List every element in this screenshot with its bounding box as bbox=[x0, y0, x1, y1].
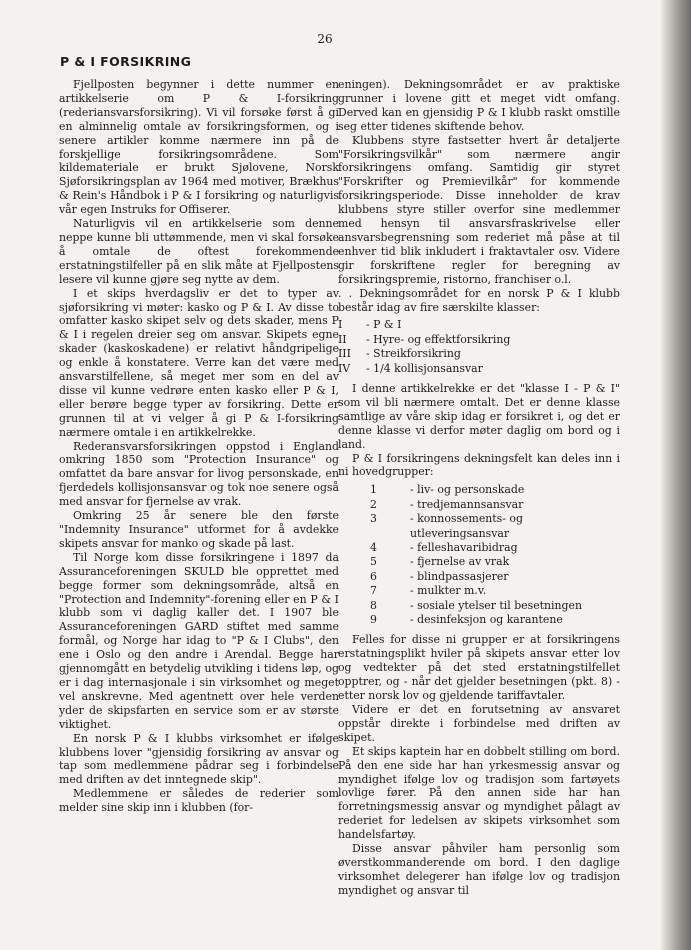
paragraph: Medlemmene er således de rederier som melder sine skip inn i klubben (for- bbox=[59, 787, 339, 815]
paragraph: En norsk P & I klubbs virksomhet er ifølge klubbens lover "gjensidig forsikring av ansvar og tap som medlemmene pådrar seg i forbindelse med driften av det inntegnede skip". bbox=[59, 731, 339, 787]
page-edge-shadow bbox=[661, 0, 691, 950]
list-item bbox=[338, 570, 620, 584]
group-number: 6 bbox=[370, 569, 377, 583]
class-label: - 1/4 kollisjonsansvar bbox=[366, 361, 483, 375]
paragraph: I denne artikkelrekke er det "klasse I - P & I" som vil bli nærmere omtalt. Det er denne klasse samtlige av våre skip idag er forsikret i, og det er denne klasse vi derfor møter daglig om bord og i land. bbox=[338, 382, 620, 451]
page-number: 26 bbox=[317, 32, 333, 46]
group-label: - konnossements- og utleveringsansvar bbox=[410, 512, 523, 540]
class-number: II bbox=[338, 332, 347, 346]
group-number: 7 bbox=[370, 584, 377, 598]
paragraph: Klubbens styre fastsetter hvert år detaljerte "Forsikringsvilkår" som nærmere angir forsikringens omfang. Samtidig gir styret "Forskrifter og Premievilkår" for kommende forsikringsperiode. Disse inneholder de krav klubbens styre stiller overfor sine medlemmer med hensyn til ansvarsfraskrivelse eller ansvarsbegrensning som rederiet må påse at til enhver tid blik inkludert i fraktavtaler osv. Videre gir forskriftene regler for beregning av forsikringspremie, ristorno, franchiser o.l. bbox=[338, 133, 620, 286]
right-column bbox=[338, 78, 620, 898]
group-label: - desinfeksjon og karantene bbox=[410, 613, 563, 627]
paragraph: Omkring 25 år senere ble den første "Indemnity Insurance" utformet for å avdekke skipets ansvar for manko og skade på last. bbox=[59, 509, 339, 550]
list-item bbox=[338, 584, 620, 598]
group-label: - mulkter m.v. bbox=[410, 584, 487, 598]
paragraph: Videre er det en forutsetning av ansvaret oppstår direkte i forbindelse med driften av skipet. bbox=[338, 702, 620, 744]
group-number: 8 bbox=[370, 598, 377, 612]
group-number: 2 bbox=[370, 497, 377, 511]
left-column bbox=[59, 78, 339, 815]
group-label: - felleshavaribidrag bbox=[410, 541, 518, 554]
group-label: - blindpassasjerer bbox=[410, 569, 509, 583]
group-number: 5 bbox=[370, 555, 377, 569]
class-number: I bbox=[338, 318, 343, 332]
paragraph: Felles for disse ni grupper er at forsikringens erstatningsplikt hviler på skipets ansvar etter lov og vedtekter på det sted erstatningstilfellet opptrer, og - når det gjelder besetningen (pkt. 8) - etter norsk lov og gjeldende tariffavtaler. bbox=[338, 633, 620, 703]
group-number: 4 bbox=[370, 541, 377, 554]
list-item bbox=[338, 347, 620, 361]
group-number: 9 bbox=[370, 613, 377, 627]
article-heading: P & I FORSIKRING bbox=[60, 54, 192, 69]
paragraph: Naturligvis vil en artikkelserie som denne neppe kunne bli uttømmende, men vi skal forsøke å omtale de oftest forekommende erstatningstilfeller på en slik måte at Fjellpostens lesere vil kunne gjøre seg nytte av dem. bbox=[59, 217, 339, 286]
list-item bbox=[338, 541, 620, 555]
group-number: 3 bbox=[370, 512, 377, 526]
list-item bbox=[338, 318, 620, 332]
insurance-class-list bbox=[338, 318, 620, 376]
class-label: - P & I bbox=[366, 318, 402, 332]
list-item bbox=[338, 512, 620, 541]
list-item bbox=[338, 498, 620, 512]
group-label: - sosiale ytelser til besetningen bbox=[410, 598, 582, 612]
paragraph: eningen). Dekningsområdet er av praktiske grunner i lovene gitt et meget vidt omfang. Derved kan en gjensidig P & I klubb raskt omstille seg etter tidenes skiftende behov. bbox=[338, 78, 620, 133]
paragraph: I et skips hverdagsliv er det to typer av sjøforsikring vi møter: kasko og P & I. Av disse to omfatter kasko skipet selv og dets skader, mens P & I i regelen dreier seg om ansvar. Skipets egne skader (kaskoskadene) er relativt håndgripelige og enkle å konstatere. Verre kan det være med ansvarstilfellene, så meget mer som en del av disse vil kunne vedrøre enten kasko eller P & I, eller berøre begge typer av forsikring. Dette er grunnen til at vi velger å gi P & I-forsikring nærmere omtale i en artikkelrekke. bbox=[59, 286, 339, 439]
list-item bbox=[338, 599, 620, 613]
group-label: - liv- og personskade bbox=[410, 483, 525, 497]
paragraph: Disse ansvar påhviler ham personlig som øverstkommanderende om bord. I den daglige virksomhet delegerer han ifølge lov og tradisjon myndighet og ansvar til bbox=[338, 842, 620, 897]
group-number: 1 bbox=[370, 483, 377, 497]
class-number: IV bbox=[338, 361, 351, 375]
group-label: - fjernelse av vrak bbox=[410, 555, 510, 569]
class-label: - Streikforsikring bbox=[366, 347, 461, 361]
paragraph: . . Dekningsområdet for en norsk P & I klubb består idag av fire særskilte klasser: bbox=[338, 286, 620, 314]
list-item bbox=[338, 613, 620, 627]
list-item bbox=[338, 333, 620, 347]
paragraph: P & I forsikringens dekningsfelt kan deles inn i ni hovedgrupper: bbox=[338, 451, 620, 479]
group-label: - tredjemannsansvar bbox=[410, 497, 524, 511]
paragraph: Et skips kaptein har en dobbelt stilling om bord. På den ene side har han yrkesmessig ansvar og myndighet ifølge lov og tradisjon som fartøyets lovlige fører. På den annen side har han forretningsmessig ansvar og myndighet pålagt av rederiet for ledelsen av skipets virksomhet som handelsfartøy. bbox=[338, 744, 620, 842]
paragraph: Rederansvarsforsikringen oppstod i England omkring 1850 som "Protection Insurance" og omfattet da bare ansvar for livog personskade, en fjerdedels kollisjonsansvar og tok noe senere også med ansvar for fjernelse av vrak. bbox=[59, 439, 339, 509]
coverage-group-list bbox=[338, 483, 620, 627]
list-item bbox=[338, 362, 620, 376]
list-item bbox=[338, 555, 620, 569]
class-number: III bbox=[338, 347, 351, 361]
paragraph: Til Norge kom disse forsikringene i 1897 da Assuranceforeningen SKULD ble opprettet med begge former som dekningsområde, altså en "Protection and Indemnity"-forening eller en P & I klubb som vi daglig kaller det. I 1907 ble Assuranceforeningen GARD stiftet med samme formål, og Norge har idag to "P & I Clubs", den ene i Oslo og den andre i Arendal. Begge har gjennomgått en betydelig utvikling i tidens løp, og er i dag internasjonale i sin virksomhet og meget vel anskrevne. Med agentnett over hele verden yder de skipsfarten en service som er av største viktighet. bbox=[59, 550, 339, 731]
list-item bbox=[338, 483, 620, 497]
paragraph: Fjellposten begynner i dette nummer en artikkelserie om P & I-forsikring (rederiansvarsforsikring). Vi vil forsøke først å gi en alminnelig omtale av forsikringsformen, og i senere artikler komme nærmere inn på de forskjellige forsikringsområdene. Som kildemateriale er brukt Sjølovene, Norsk Sjøforsikringsplan av 1964 med motiver, Brækhus & Rein's Håndbok i P & I forsikring og naturligvis vår egen Instruks for Offiserer. bbox=[59, 78, 339, 217]
class-label: - Hyre- og effektforsikring bbox=[366, 332, 511, 346]
